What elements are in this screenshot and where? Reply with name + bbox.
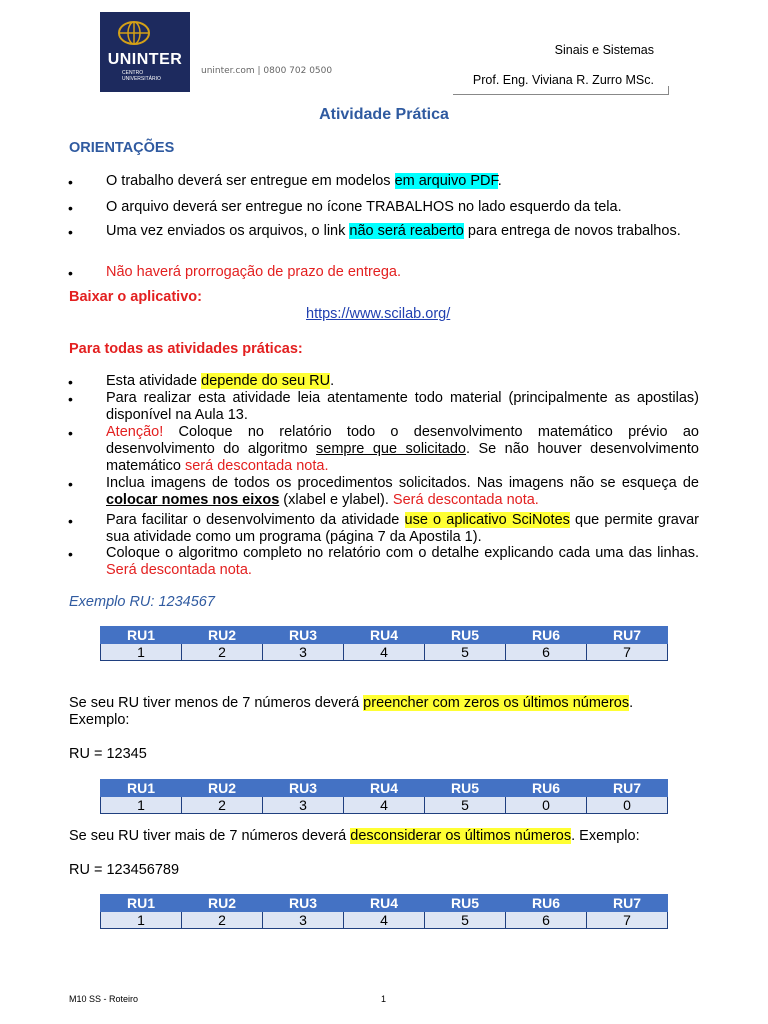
table-cell: 2 xyxy=(182,912,263,929)
column-header: RU1 xyxy=(101,627,182,644)
column-header: RU7 xyxy=(587,780,668,797)
table-cell: 7 xyxy=(587,644,668,661)
header-rule xyxy=(453,94,669,95)
table-cell: 2 xyxy=(182,797,263,814)
bullet-icon: • xyxy=(68,513,73,529)
bullet-icon: • xyxy=(68,374,73,390)
ru-table-short xyxy=(100,779,668,814)
list-item: O arquivo deverá ser entregue no ícone TRABALHOS no lado esquerdo da tela. xyxy=(106,199,622,215)
table-cell: 6 xyxy=(506,644,587,661)
list-item: Para realizar esta atividade leia atentamente todo material (principalmente as apostilas) disponível na Aula 13. xyxy=(106,390,699,423)
table-cell: 0 xyxy=(587,797,668,814)
ru-example-long: RU = 123456789 xyxy=(69,862,180,878)
table-cell: 5 xyxy=(425,797,506,814)
table-cell: 3 xyxy=(263,797,344,814)
column-header: RU4 xyxy=(344,627,425,644)
column-header: RU1 xyxy=(101,780,182,797)
bullet-icon: • xyxy=(68,200,73,216)
bullet-icon: • xyxy=(68,391,73,407)
logo-wordmark: UNINTER xyxy=(107,51,183,68)
table-row xyxy=(101,797,668,814)
column-header: RU3 xyxy=(263,895,344,912)
page-number: 1 xyxy=(381,994,387,1004)
bullet-icon: • xyxy=(68,265,73,281)
footer-doc-name: M10 SS - Roteiro xyxy=(69,994,139,1004)
column-header: RU6 xyxy=(506,780,587,797)
table-cell: 3 xyxy=(263,644,344,661)
column-header: RU7 xyxy=(587,627,668,644)
column-header: RU4 xyxy=(344,780,425,797)
column-header: RU2 xyxy=(182,895,263,912)
logo-subtitle: CENTRO UNIVERSITÁRIO xyxy=(122,70,161,82)
example-word: Exemplo: xyxy=(69,712,130,728)
table-cell: 6 xyxy=(506,912,587,929)
example-label: Exemplo RU: 1234567 xyxy=(69,594,215,610)
column-header: RU5 xyxy=(425,895,506,912)
bullet-icon: • xyxy=(68,425,73,441)
globe-icon xyxy=(117,20,151,46)
scilab-link[interactable]: https://www.scilab.org/ xyxy=(306,306,451,322)
column-header: RU6 xyxy=(506,627,587,644)
section-heading-todas: Para todas as atividades práticas: xyxy=(69,341,303,357)
table-header-row xyxy=(101,895,668,912)
page-title: Atividade Prática xyxy=(319,106,449,123)
column-header: RU3 xyxy=(263,780,344,797)
table-cell: 5 xyxy=(425,644,506,661)
ru-table-example xyxy=(100,626,668,661)
table-cell: 3 xyxy=(263,912,344,929)
table-row xyxy=(101,644,668,661)
table-cell: 1 xyxy=(101,644,182,661)
contact-line: uninter.com | 0800 702 0500 xyxy=(201,66,333,76)
table-cell: 4 xyxy=(344,797,425,814)
column-header: RU3 xyxy=(263,627,344,644)
list-item: Uma vez enviados os arquivos, o link não será reaberto para entrega de novos trabalhos. xyxy=(106,223,681,239)
list-item: Coloque o algoritmo completo no relatório com o detalhe explicando cada uma das linhas. Será descontada nota. xyxy=(106,545,699,578)
table-cell: 5 xyxy=(425,912,506,929)
column-header: RU2 xyxy=(182,627,263,644)
list-item: Esta atividade depende do seu RU. xyxy=(106,373,335,389)
table-cell: 4 xyxy=(344,912,425,929)
table-cell: 0 xyxy=(506,797,587,814)
list-item: Inclua imagens de todos os procedimentos solicitados. Nas imagens não se esqueça de colocar nomes nos eixos (xlabel e ylabel). Será descontada nota. xyxy=(106,475,699,508)
table-cell: 7 xyxy=(587,912,668,929)
header-rule-tick xyxy=(668,86,669,94)
table-cell: 4 xyxy=(344,644,425,661)
table-cell: 2 xyxy=(182,644,263,661)
table-header-row xyxy=(101,627,668,644)
column-header: RU6 xyxy=(506,895,587,912)
bullet-icon: • xyxy=(68,476,73,492)
list-item: Atenção! Coloque no relatório todo o desenvolvimento matemático prévio ao desenvolvimento do algoritmo sempre que solicitado. Se não houver desenvolvimento matemático será descontada nota. xyxy=(106,424,699,474)
course-name: Sinais e Sistemas xyxy=(554,43,654,57)
column-header: RU7 xyxy=(587,895,668,912)
bullet-icon: • xyxy=(68,174,73,190)
bullet-icon: • xyxy=(68,546,73,562)
list-item: O trabalho deverá ser entregue em modelos em arquivo PDF. xyxy=(106,173,502,189)
download-label: Baixar o aplicativo: xyxy=(69,289,202,305)
list-item: Para facilitar o desenvolvimento da atividade use o aplicativo SciNotes que permite gravar sua atividade como um programa (página 7 da Apostila 1). xyxy=(106,512,700,545)
column-header: RU5 xyxy=(425,780,506,797)
column-header: RU1 xyxy=(101,895,182,912)
list-item-warning: Não haverá prorrogação de prazo de entrega. xyxy=(106,264,402,280)
ru-table-long xyxy=(100,894,668,929)
bullet-icon: • xyxy=(68,224,73,240)
fewer-digits-rule: Se seu RU tiver menos de 7 números deverá preencher com zeros os últimos números. xyxy=(69,695,634,711)
ru-example-short: RU = 12345 xyxy=(69,746,147,762)
column-header: RU5 xyxy=(425,627,506,644)
professor-name: Prof. Eng. Viviana R. Zurro MSc. xyxy=(472,73,654,87)
column-header: RU4 xyxy=(344,895,425,912)
table-cell: 1 xyxy=(101,912,182,929)
table-row xyxy=(101,912,668,929)
uninter-logo xyxy=(100,12,190,92)
column-header: RU2 xyxy=(182,780,263,797)
table-cell: 1 xyxy=(101,797,182,814)
more-digits-rule: Se seu RU tiver mais de 7 números deverá desconsiderar os últimos números. Exemplo: xyxy=(69,828,640,844)
table-header-row xyxy=(101,780,668,797)
section-heading-orientacoes: ORIENTAÇÕES xyxy=(69,140,175,156)
